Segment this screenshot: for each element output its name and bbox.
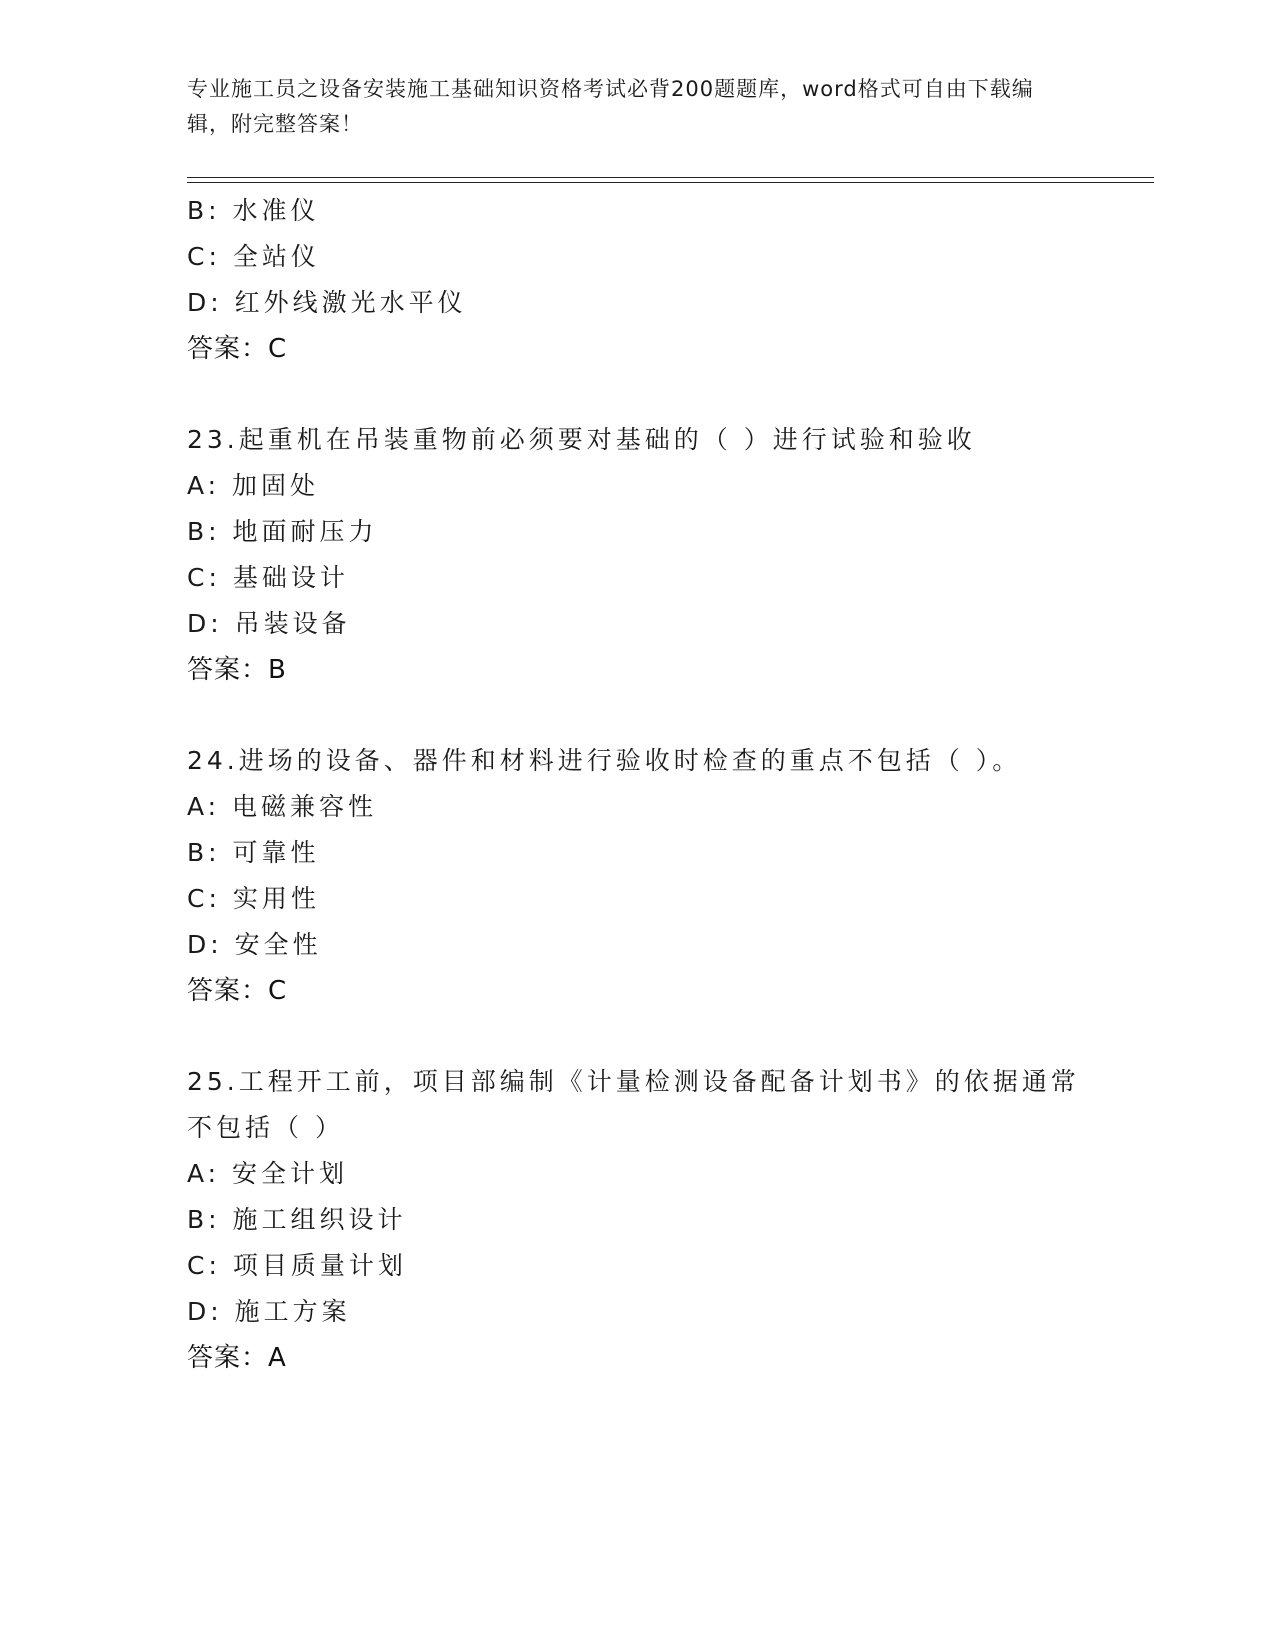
option-c: C: 实用性 [187,884,320,913]
question-fragment [187,188,1087,372]
document-header: 专业施工员之设备安装施工基础知识资格考试必背200题题库，word格式可自由下载编辑，附完整答案！ [187,77,1034,136]
option-a: A: 电磁兼容性 [187,792,378,821]
header-divider-top [187,177,1154,178]
option-b: B: 可靠性 [187,838,320,867]
option-b: B: 施工组织设计 [187,1205,407,1234]
question-23 [187,417,1087,693]
question-spacer [187,372,1087,417]
question-spacer [187,1014,1087,1059]
question-spacer [187,693,1087,738]
option-a: A: 安全计划 [187,1159,349,1188]
option-b: B: 地面耐压力 [187,517,378,546]
option-d: D: 施工方案 [187,1297,351,1326]
option-b: B: 水准仪 [187,196,320,225]
question-25 [187,1059,1087,1381]
option-a: A: 加固处 [187,471,320,500]
answer-line: 答案：A [187,1343,287,1373]
question-stem: 23.起重机在吊装重物前必须要对基础的（ ）进行试验和验收 [187,425,976,454]
question-stem-line-2: 不包括（ ） [187,1113,344,1142]
answer-line: 答案：C [187,976,288,1006]
answer-line: 答案：C [187,334,288,364]
question-stem: 24.进场的设备、器件和材料进行验收时检查的重点不包括（ ）。 [187,746,1022,775]
option-c: C: 项目质量计划 [187,1251,407,1280]
answer-line: 答案：B [187,655,287,685]
option-d: D: 吊装设备 [187,609,351,638]
question-list [187,188,1087,1381]
option-c: C: 全站仪 [187,242,320,271]
question-stem-line-1: 25.工程开工前，项目部编制《计量检测设备配备计划书》的依据通常 [187,1067,1080,1096]
question-24 [187,738,1087,1014]
option-c: C: 基础设计 [187,563,349,592]
option-d: D: 红外线激光水平仪 [187,288,467,317]
header-divider-bottom [187,182,1154,183]
option-d: D: 安全性 [187,930,322,959]
